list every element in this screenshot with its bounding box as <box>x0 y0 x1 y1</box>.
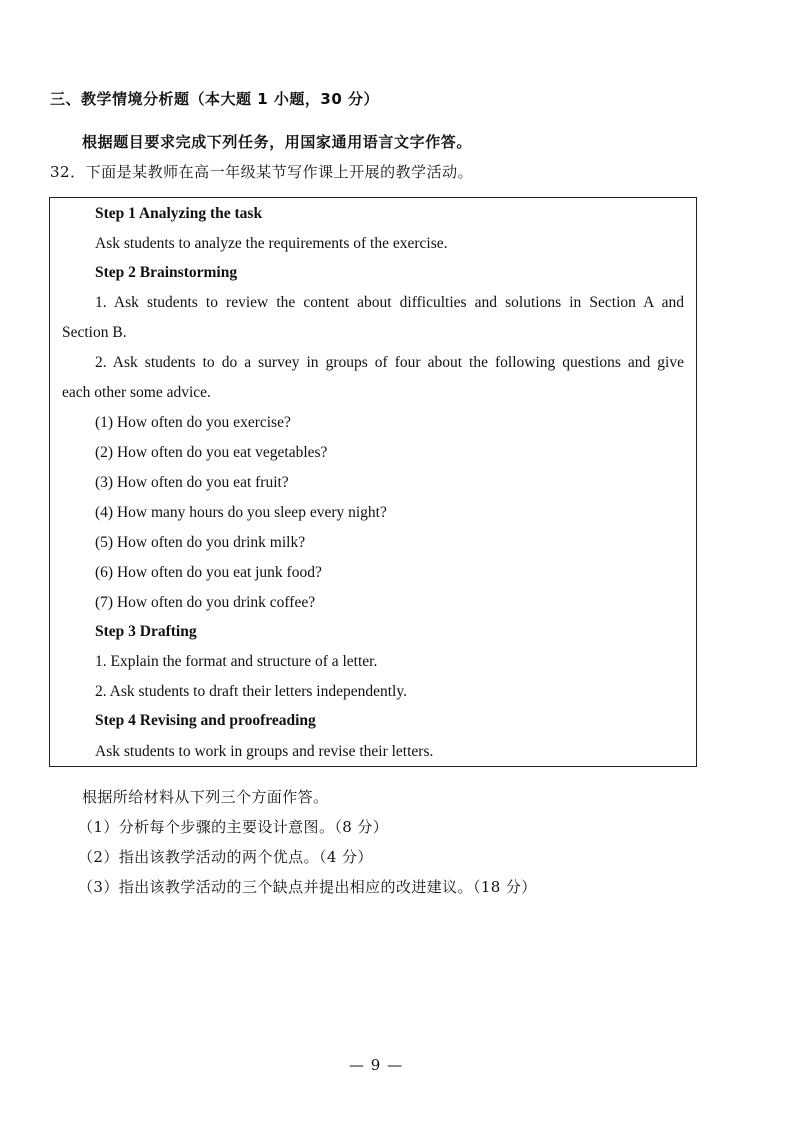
survey-question: (3) How often do you eat fruit? <box>95 474 289 491</box>
step4-title: Step 4 Revising and proofreading <box>95 712 316 729</box>
step2-title: Step 2 Brainstorming <box>95 264 238 281</box>
survey-question: (7) How often do you drink coffee? <box>95 594 316 611</box>
task-item: （3）指出该教学活动的三个缺点并提出相应的改进建议。（18 分） <box>78 878 537 896</box>
step2-item2-line1: 2. Ask students to do a survey in groups of four about the following questions and give <box>95 354 684 371</box>
step4-text: Ask students to work in groups and revise their letters. <box>95 743 434 760</box>
survey-question: (2) How often do you eat vegetables? <box>95 444 328 461</box>
survey-question: (4) How many hours do you sleep every night? <box>95 504 387 521</box>
step2-item1-line1: 1. Ask students to review the content about difficulties and solutions in Section A and <box>95 294 684 311</box>
step3-item2: 2. Ask students to draft their letters independently. <box>95 683 407 700</box>
task-item: （1）分析每个步骤的主要设计意图。（8 分） <box>78 818 389 836</box>
step1-text: Ask students to analyze the requirements of the exercise. <box>95 235 448 252</box>
survey-question: (6) How often do you eat junk food? <box>95 564 322 581</box>
task-item: （2）指出该教学活动的两个优点。（4 分） <box>78 848 373 866</box>
answer-instruction: 根据题目要求完成下列任务，用国家通用语言文字作答。 <box>82 133 473 151</box>
step3-title: Step 3 Drafting <box>95 623 197 640</box>
page-number: — 9 — <box>349 1056 404 1074</box>
survey-question: (1) How often do you exercise? <box>95 414 291 431</box>
step2-item2-line2: each other some advice. <box>62 384 211 401</box>
answer-prompt: 根据所给材料从下列三个方面作答。 <box>82 788 329 806</box>
step2-item1-line2: Section B. <box>62 324 127 341</box>
step1-title: Step 1 Analyzing the task <box>95 205 263 222</box>
section-title: 三、教学情境分析题（本大题 1 小题，30 分） <box>50 90 379 108</box>
step3-item1: 1. Explain the format and structure of a letter. <box>95 653 378 670</box>
survey-question: (5) How often do you drink milk? <box>95 534 306 551</box>
question-stem: 32．下面是某教师在高一年级某节写作课上开展的教学活动。 <box>50 163 474 181</box>
